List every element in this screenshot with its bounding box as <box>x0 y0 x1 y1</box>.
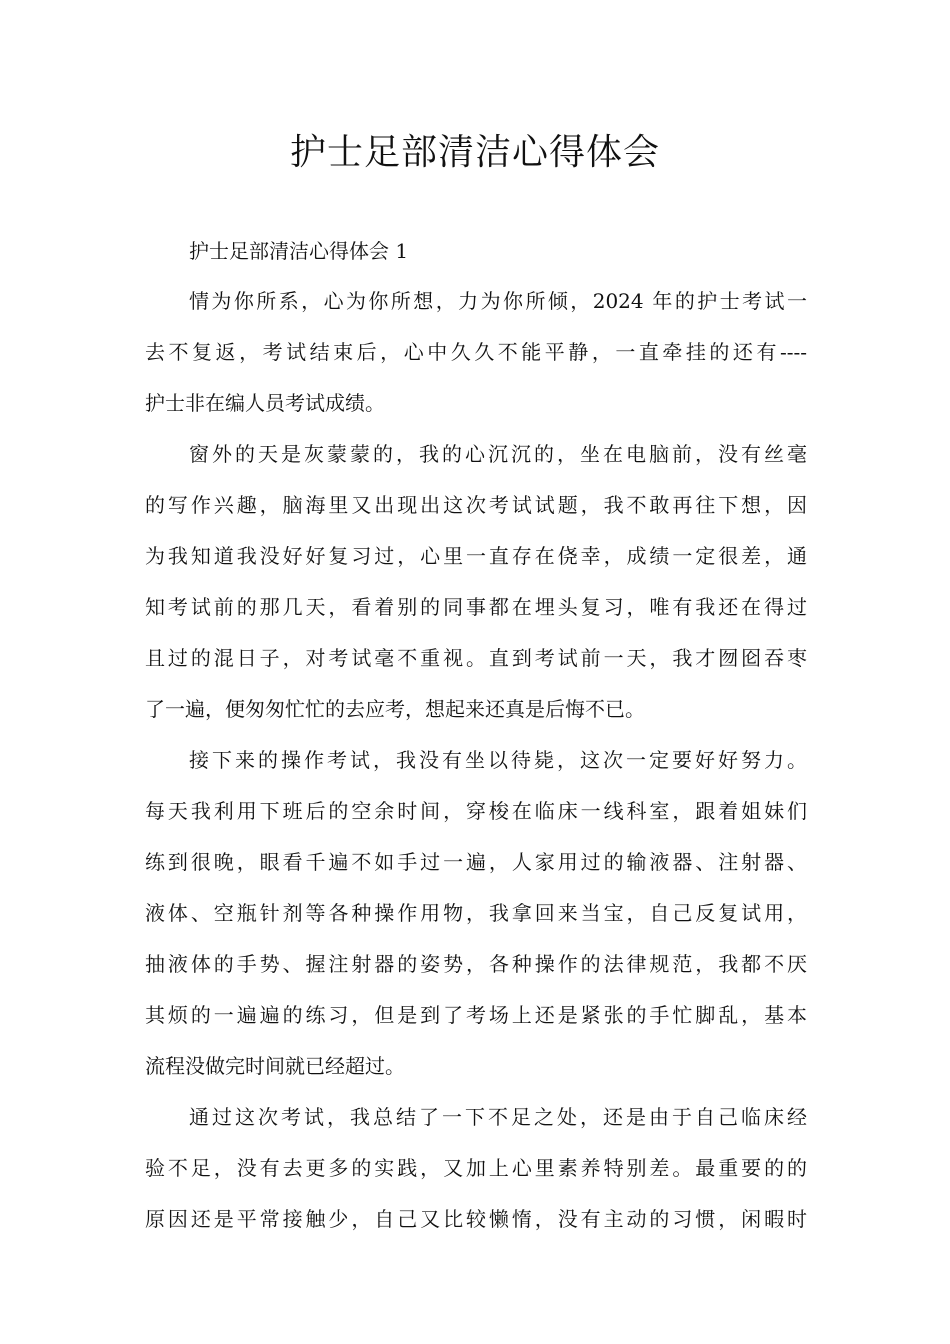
text-line: 知考试前的那几天，看着别的同事都在埋头复习，唯有我还在得过 <box>145 595 807 619</box>
text-line: 且过的混日子，对考试毫不重视。直到考试前一天，我才囫囵吞枣 <box>145 646 807 670</box>
text-line: 护士非在编人员考试成绩。 <box>145 391 385 415</box>
text-line: 通过这次考试，我总结了一下不足之处，还是由于自己临床经 <box>189 1105 807 1129</box>
paragraph-1 <box>145 276 807 429</box>
paragraph-4 <box>145 1092 807 1245</box>
text-line: 抽液体的手势、握注射器的姿势，各种操作的法律规范，我都不厌 <box>145 952 807 976</box>
text-line: 每天我利用下班后的空余时间，穿梭在临床一线科室，跟着姐妹们 <box>145 799 807 823</box>
section-heading: 护士足部清洁心得体会 1 <box>189 239 409 263</box>
document-title: 护士足部清洁心得体会 <box>289 132 660 173</box>
text-line: 流程没做完时间就已经超过。 <box>145 1054 405 1078</box>
text-line: 其烦的一遍遍的练习，但是到了考场上还是紧张的手忙脚乱，基本 <box>145 1003 807 1027</box>
document-body <box>145 226 807 1245</box>
text-line: 情为你所系，心为你所想，力为你所倾，2024 年的护士考试一 <box>189 289 807 313</box>
text-line: 原因还是平常接触少，自己又比较懒惰，没有主动的习惯，闲暇时 <box>145 1207 807 1231</box>
text-line: 了一遍，便匆匆忙忙的去应考，想起来还真是后悔不已。 <box>145 697 645 721</box>
text-line: 验不足，没有去更多的实践，又加上心里素养特别差。最重要的的 <box>145 1156 807 1180</box>
text-line: 的写作兴趣，脑海里又出现出这次考试试题，我不敢再往下想，因 <box>145 493 807 517</box>
text-line: 窗外的天是灰蒙蒙的，我的心沉沉的，坐在电脑前，没有丝毫 <box>189 442 807 466</box>
paragraph-3 <box>145 735 807 1092</box>
text-line: 接下来的操作考试，我没有坐以待毙，这次一定要好好努力。 <box>189 748 807 772</box>
text-line: 液体、空瓶针剂等各种操作用物，我拿回来当宝，自己反复试用， <box>145 901 807 925</box>
text-line: 练到很晚，眼看千遍不如手过一遍，人家用过的输液器、注射器、 <box>145 850 807 874</box>
text-line: 为我知道我没好好复习过，心里一直存在侥幸，成绩一定很差，通 <box>145 544 807 568</box>
text-line: 去不复返，考试结束后，心中久久不能平静，一直牵挂的还有---- <box>145 340 807 364</box>
paragraph-2 <box>145 429 807 735</box>
